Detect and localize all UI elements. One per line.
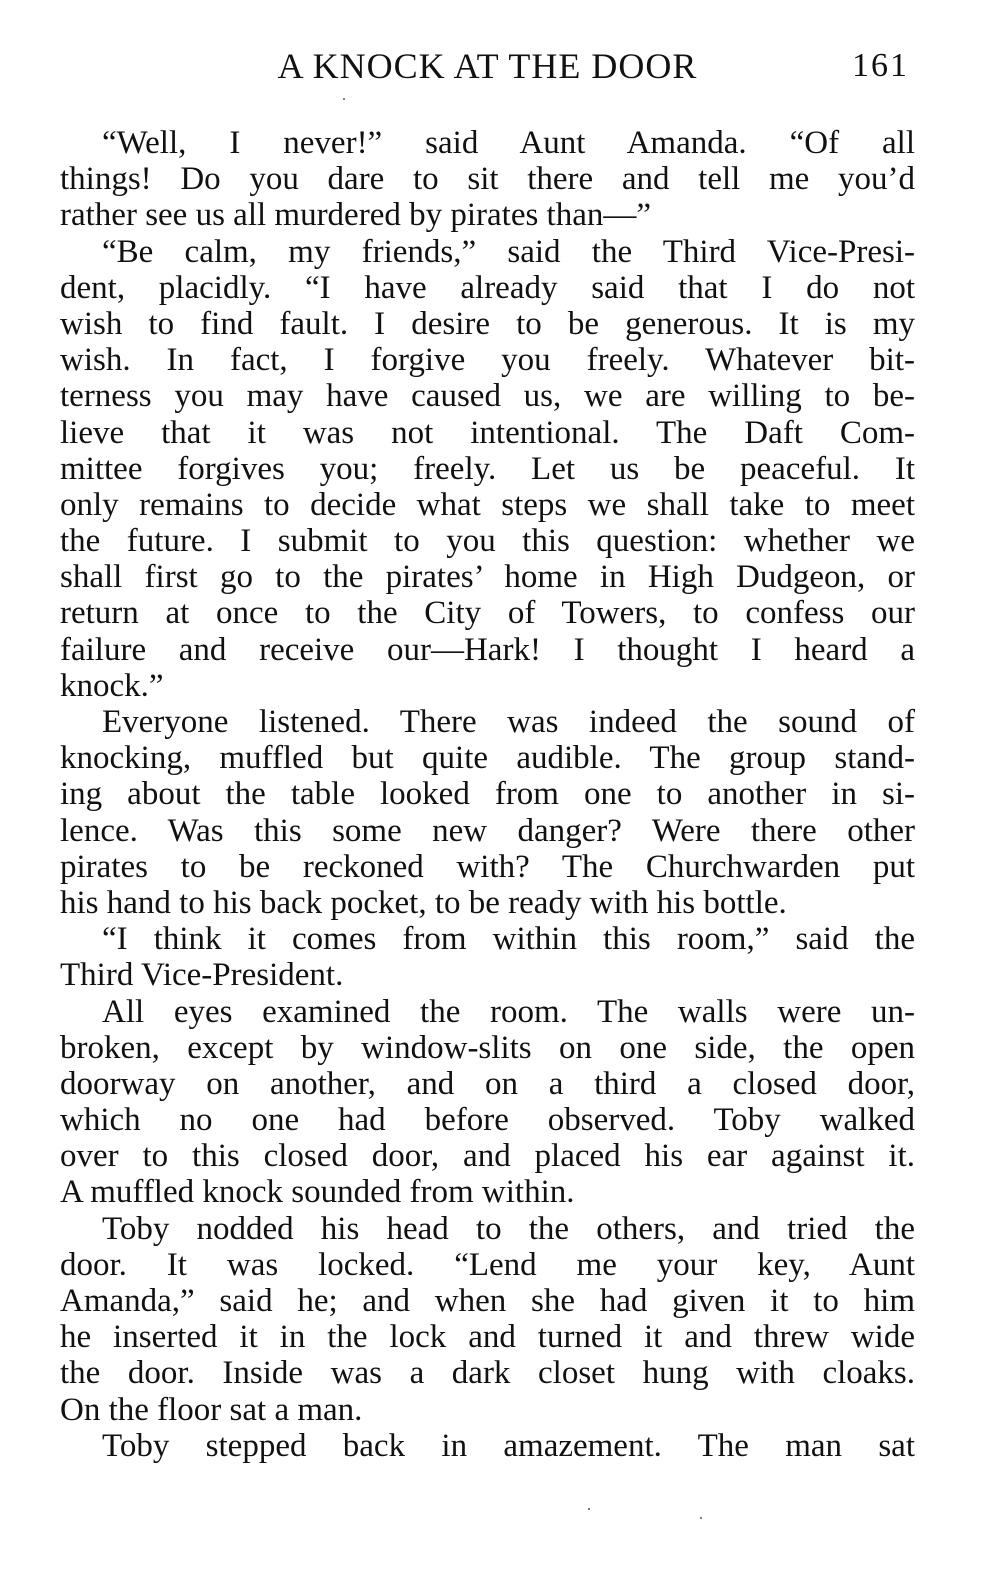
text-line: lieve that it was not intentional. The Daft Com-	[60, 414, 915, 451]
text-line: wish. In fact, I forgive you freely. Whatever bit-	[60, 342, 915, 379]
text-line: the future. I submit to you this question: whether we	[60, 523, 915, 560]
text-line: “Be calm, my friends,” said the Third Vice-Presi-	[102, 233, 915, 270]
print-speck	[588, 1508, 590, 1510]
text-line: mittee forgives you; freely. Let us be peaceful. It	[60, 450, 915, 487]
text-line: return at once to the City of Towers, to confess our	[60, 595, 915, 632]
text-line: knocking, muffled but quite audible. The group stand-	[60, 740, 915, 777]
text-line: wish to find fault. I desire to be generous. It is my	[60, 305, 915, 342]
print-speck	[700, 1517, 702, 1519]
text-line: dent, placidly. “I have already said that I do not	[60, 269, 915, 306]
text-line: over to this closed door, and placed his ear against it.	[60, 1138, 915, 1175]
body-text	[60, 125, 915, 1464]
text-line: A muffled knock sounded from within.	[60, 1174, 575, 1211]
text-line: doorway on another, and on a third a closed door,	[60, 1065, 915, 1102]
text-line: rather see us all murdered by pirates than—”	[60, 197, 652, 234]
text-line: pirates to be reckoned with? The Churchwarden put	[60, 848, 915, 885]
text-line: lence. Was this some new danger? Were there other	[60, 812, 915, 849]
text-line: door. It was locked. “Lend me your key, Aunt	[60, 1246, 915, 1283]
text-line: failure and receive our—Hark! I thought I heard a	[60, 631, 915, 668]
text-line: only remains to decide what steps we shall take to meet	[60, 486, 915, 523]
text-line: Third Vice-President.	[60, 957, 344, 994]
text-line: the door. Inside was a dark closet hung with cloaks.	[60, 1355, 915, 1392]
text-line: Amanda,” said he; and when she had given it to him	[60, 1283, 915, 1319]
text-line: he inserted it in the lock and turned it and threw wide	[60, 1319, 915, 1356]
text-line: “Well, I never!” said Aunt Amanda. “Of all	[102, 125, 915, 161]
chapter-title: A KNOCK AT THE DOOR	[277, 46, 698, 86]
text-line: ing about the table looked from one to another in si-	[60, 776, 915, 813]
text-line: his hand to his back pocket, to be ready with his bottle.	[60, 884, 787, 921]
running-head	[60, 44, 915, 88]
text-line: things! Do you dare to sit there and tell me you’d	[60, 161, 915, 198]
text-line: All eyes examined the room. The walls were un-	[102, 993, 915, 1030]
text-line: Toby stepped back in amazement. The man sat	[102, 1427, 915, 1464]
text-line: terness you may have caused us, we are willing to be-	[60, 378, 915, 415]
text-line: knock.”	[60, 667, 164, 704]
text-line: broken, except by window-slits on one side, the open	[60, 1029, 915, 1066]
text-line: Everyone listened. There was indeed the sound of	[102, 704, 915, 740]
print-speck	[343, 98, 345, 100]
text-line: “I think it comes from within this room,” said the	[102, 921, 915, 958]
text-line: On the floor sat a man.	[60, 1391, 363, 1428]
page-number: 161	[852, 47, 909, 84]
text-line: which no one had before observed. Toby walked	[60, 1102, 915, 1139]
text-line: Toby nodded his head to the others, and tried the	[102, 1210, 915, 1247]
text-line: shall first go to the pirates’ home in High Dudgeon, or	[60, 559, 915, 596]
